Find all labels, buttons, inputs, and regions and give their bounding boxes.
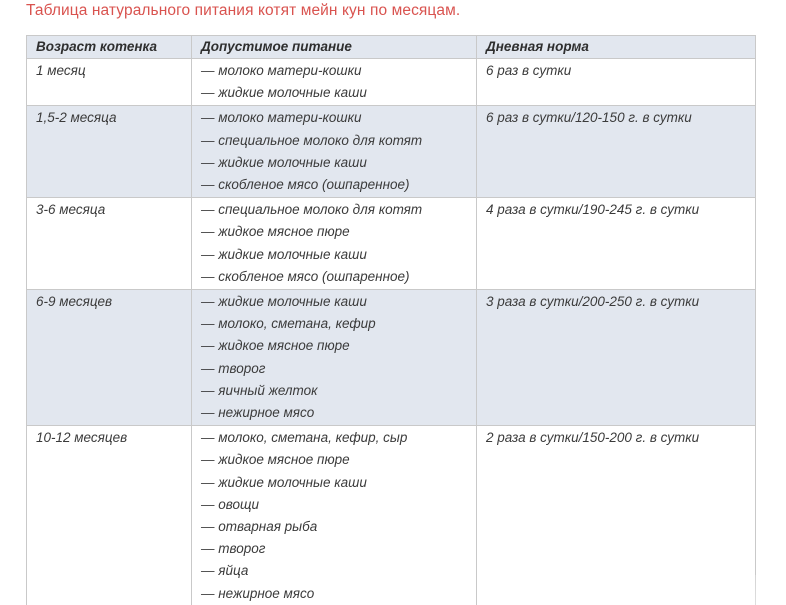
food-item: — специальное молоко для котят: [201, 132, 423, 148]
cell-foods: [192, 426, 477, 605]
table-row: [27, 198, 756, 290]
food-item: — молоко матери-кошки: [201, 110, 362, 126]
cell-foods: [192, 198, 477, 290]
table-body: [27, 59, 756, 605]
food-item: — молоко матери-кошки: [201, 63, 362, 78]
food-item: — жидкие молочные каши: [201, 246, 367, 262]
food-item: — специальное молоко для котят: [201, 202, 423, 218]
food-item: — молоко, сметана, кефир: [201, 316, 376, 332]
page-title: Таблица натурального питания котят мейн кун по месяцам.: [26, 2, 461, 19]
food-item: — творог: [201, 360, 266, 376]
table-row: [27, 426, 756, 605]
cell-norm: 4 раза в сутки/190-245 г. в сутки: [477, 198, 756, 290]
cell-age: 1,5-2 месяца: [27, 106, 192, 198]
food-item: — жидкое мясное пюре: [201, 452, 350, 468]
cell-age: 1 месяц: [27, 59, 192, 106]
header-norm: Дневная норма: [477, 36, 756, 59]
table-row: [27, 59, 756, 106]
food-item: — жидкие молочные каши: [201, 154, 367, 170]
food-item: — яичный желток: [201, 382, 318, 398]
food-item: — отварная рыба: [201, 519, 318, 535]
cell-foods: [192, 106, 477, 198]
food-item: — жидкое мясное пюре: [201, 338, 350, 354]
food-item: — молоко, сметана, кефир, сыр: [201, 430, 408, 446]
food-item: — яйца: [201, 563, 249, 579]
table-row: [27, 106, 756, 198]
header-age: Возраст котенка: [27, 36, 192, 59]
feeding-table: [26, 35, 756, 605]
cell-norm: 6 раз в сутки: [477, 59, 756, 106]
food-item: — скобленое мясо (ошпаренное): [201, 268, 410, 284]
table-header-row: [27, 36, 756, 59]
food-item: — скобленое мясо (ошпаренное): [201, 177, 410, 193]
cell-foods: [192, 290, 477, 426]
table-row: [27, 290, 756, 426]
food-item: — нежирное мясо: [201, 585, 315, 601]
cell-age: 3-6 месяца: [27, 198, 192, 290]
food-item: — жидкие молочные каши: [201, 474, 367, 490]
cell-age: 6-9 месяцев: [27, 290, 192, 426]
food-item: — жидкое мясное пюре: [201, 224, 350, 240]
cell-age: 10-12 месяцев: [27, 426, 192, 605]
food-item: — овощи: [201, 496, 260, 512]
cell-foods: [192, 59, 477, 106]
food-item: — нежирное мясо: [201, 405, 315, 421]
food-item: — жидкие молочные каши: [201, 294, 367, 310]
food-item: — жидкие молочные каши: [201, 85, 367, 101]
cell-norm: 2 раза в сутки/150-200 г. в сутки: [477, 426, 756, 605]
cell-norm: 6 раз в сутки/120-150 г. в сутки: [477, 106, 756, 198]
cell-norm: 3 раза в сутки/200-250 г. в сутки: [477, 290, 756, 426]
header-food: Допустимое питание: [192, 36, 477, 59]
food-item: — творог: [201, 541, 266, 557]
